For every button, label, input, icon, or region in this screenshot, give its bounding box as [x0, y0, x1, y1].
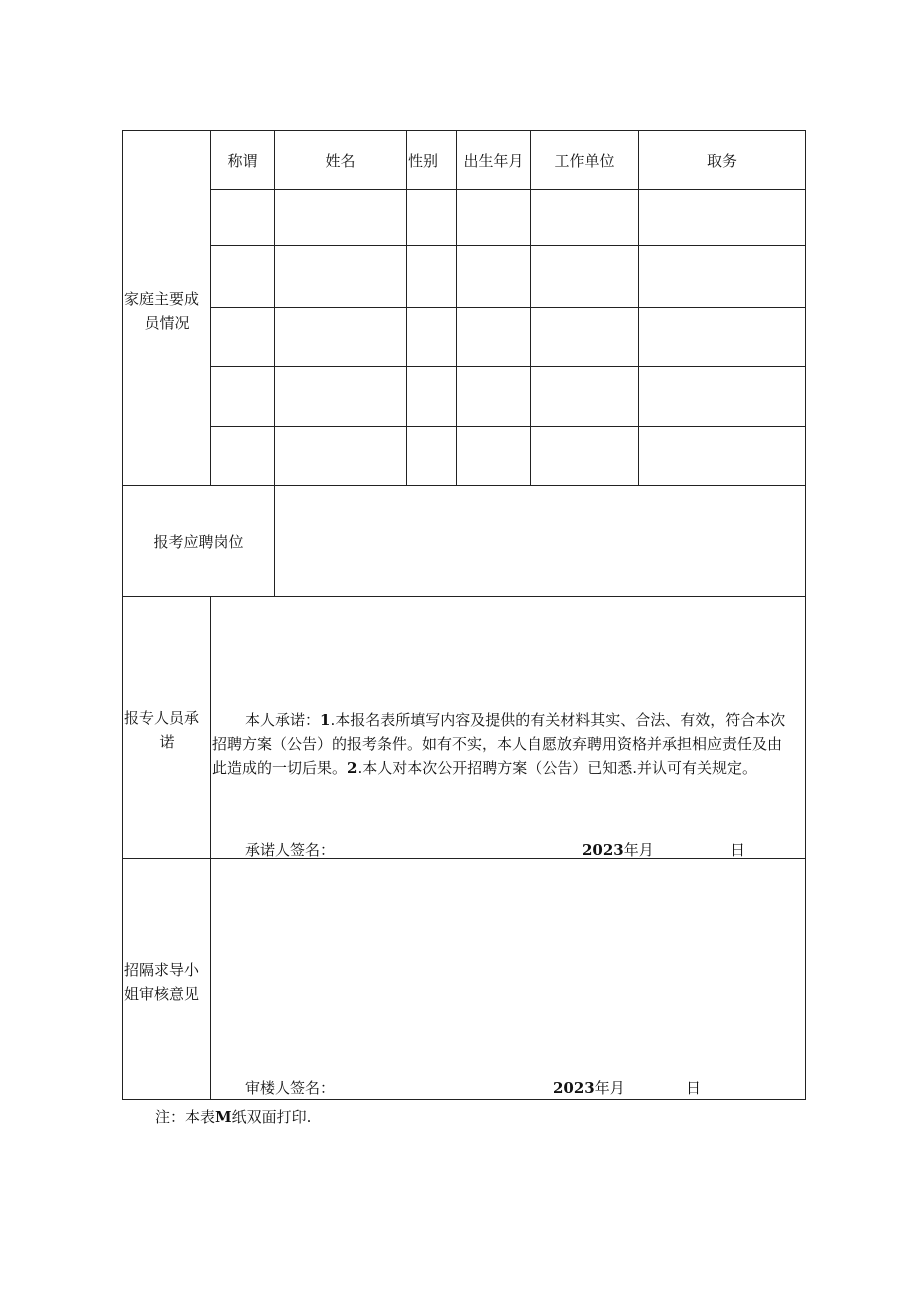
review-section-label [124, 958, 210, 1006]
pledge-section-label [124, 706, 210, 754]
print-note: 注：本表M纸双面打印. [155, 1108, 312, 1126]
review-sign-label: 审楼人签名： [245, 1079, 336, 1097]
family-label-line2: 员情况 [144, 314, 190, 332]
pledge-label-line1: 报专人员承 [124, 709, 200, 727]
pledge-text-line3: 此造成的一切后果。2.本人对本次公开招聘方案（公告）已知悉.并认可有关规定。 [212, 759, 757, 777]
header-relation: 称谓 [227, 152, 258, 170]
position-value-field[interactable] [276, 487, 804, 595]
pledge-text-line2: 招聘方案（公告）的报考条件。如有不实，本人自愿放弃聘用资格并承担相应责任及由 [212, 735, 783, 753]
family-section-label [124, 287, 210, 335]
review-date: 2023年月 [553, 1079, 625, 1097]
pledge-text-line1: 本人承诺：1.本报名表所填写内容及提供的有关材料其实、合法、有效，符合本次 [245, 711, 786, 729]
table-row [210, 308, 806, 366]
review-date-day: 日 [686, 1079, 702, 1097]
header-name: 姓名 [325, 152, 356, 170]
table-row [210, 246, 806, 307]
header-birth: 出生年月 [463, 152, 524, 170]
header-gender: 性别 [407, 152, 438, 170]
review-label-line1: 招隔求导小 [124, 961, 200, 979]
pledge-label-line2: 诺 [159, 733, 175, 751]
table-row [210, 427, 806, 485]
family-label-line1: 家庭主要成 [124, 290, 200, 308]
position-label: 报考应聘岗位 [153, 533, 244, 551]
pledge-sign-label: 承诺人签名： [245, 841, 336, 859]
header-position: 取务 [706, 152, 737, 170]
table-row [210, 367, 806, 426]
header-employer: 工作单位 [554, 152, 615, 170]
pledge-date-day: 日 [730, 841, 746, 859]
pledge-date: 2023年月 [582, 841, 654, 859]
review-label-line2: 姐审核意见 [124, 985, 200, 1003]
table-row [210, 190, 806, 245]
